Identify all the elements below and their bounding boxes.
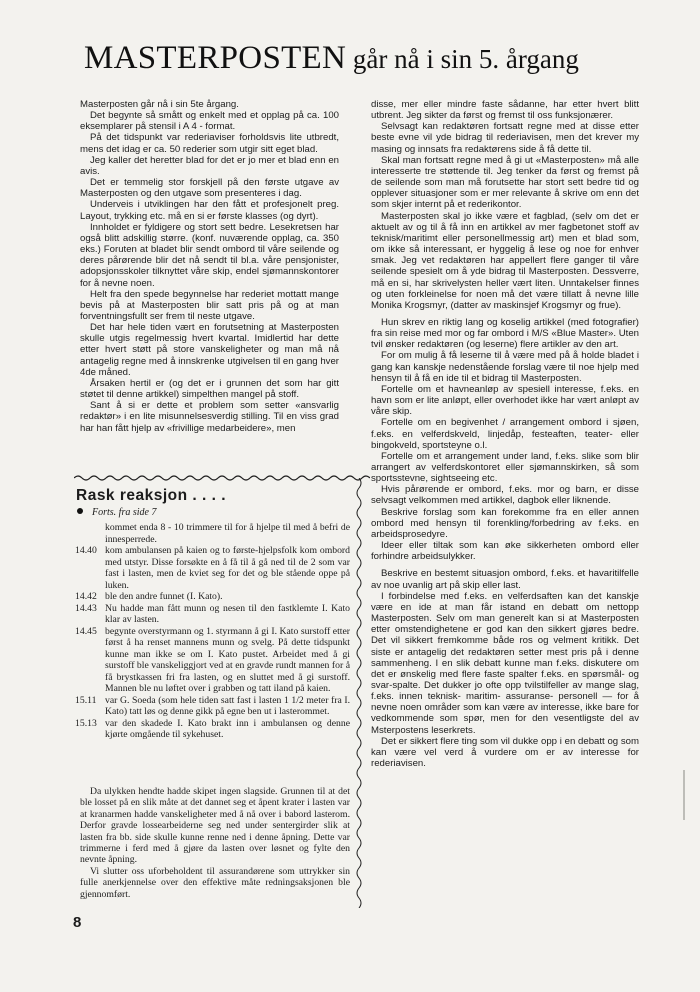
log-text: kommet enda 8 - 10 trimmere til for å hjelpe til med å befri de innesperrede. (105, 522, 350, 545)
right-paragraph: Selvsagt kan redaktøren fortsatt regne med at disse etter beste evne vil yde bidrag til rederiavisen, men det krever my masing og innsats fra redaktørens side å få dette til. (371, 121, 639, 155)
right-paragraph: disse, mer eller mindre faste sådanne, har etter hvert blitt utbrent. Jeg sikter da først og fremst til oss funksjonærer. (371, 99, 639, 122)
wavy-vertical-divider (354, 478, 364, 908)
log-text: var den skadede I. Kato brakt inn i ambulansen og denne kjørte omgående til sykehuset. (105, 717, 350, 740)
bullet-dot-icon (77, 508, 83, 514)
incident-story (80, 786, 350, 900)
right-paragraph: Hvis pårørende er ombord, f.eks. mor og barn, er disse selvsagt velkommen med artikkel, dagbok eller liknende. (371, 484, 639, 507)
wavy-divider (74, 473, 370, 483)
right-paragraph: Fortelle om en begivenhet / arrangement ombord i sjøen, f.eks. en velferdskveld, linjedåp, festeaften, teater- eller bingokveld, sportsteyne o.l. (371, 417, 639, 451)
log-text: begynte overstyrmann og 1. styrmann å gi I. Kato surstoff etter først å ha renset mannens munn og svelg. På dette tidspunkt kunne man ikke se om I. Kato pustet. Arbeidet med å gi surstoff ble vanskeliggjort ved at en gravde rundt mannen for å få brystkassen fri fra lasten, og en sluttet med å gi surstoff. Mannen ble nu løftet over i grabben og tatt iland på kaien. (105, 625, 350, 694)
story-paragraph: Vi slutter oss uforbeholdent til assurandørene som uttrykker sin fulle anerkjennelse over den effektive måte redningsaksjonen ble gjennomført. (80, 865, 350, 900)
incident-log (75, 522, 350, 741)
log-row (75, 626, 350, 695)
left-paragraph: Innholdet er fyldigere og stort sett bedre. Lesekretsen har også blitt adskillig større. (konf. nuværende opplag, ca. 350 eks.) Foruten at bladet blir sendt ombord til våre seilende og deres pårørende blir det nå sendt til bl.a. våre pensjonister, adopsjonsskoler tilknyttet våre skip, endel sjømannskontorer for å nevne noen. (80, 221, 339, 289)
log-time: 14.43 (75, 602, 97, 614)
right-paragraph: Beskrive forslag som kan forekomme fra en eller annen ombord med hensyn til forenkling/forbedring av f.eks. en arbeidsprosedyre. (371, 506, 639, 540)
left-paragraph: Årsaken hertil er (og det er i grunnen det som har gitt støtet til denne artikkel) simpelthen mangel på stoff. (80, 377, 339, 401)
log-time: 15.11 (75, 694, 97, 706)
log-row (75, 695, 350, 718)
left-paragraph: På det tidspunkt var rederiaviser forholdsvis lite utbredt, mens det idag er ca. 50 rederier som utgir sitt eget blad. (80, 132, 339, 155)
left-paragraph: Underveis i utviklingen har den fått et profesjonelt preg. Layout, trykking etc. må en si er første klasses (og dyrt). (80, 199, 339, 222)
left-paragraph: Masterposten går nå i sin 5te årgang. (80, 99, 239, 110)
continued-note (77, 507, 156, 518)
log-time (75, 522, 105, 545)
headline-main: MASTERPOSTEN (84, 40, 347, 76)
log-row (75, 591, 350, 603)
story-paragraph: Da ulykken hendte hadde skipet ingen slagside. Grunnen til at det ble losset på en slik måte at det dannet seg et åpent krater i lasten var at kranarmen hadde vanskeligheter med å nå over i babord lasterom. Derfor gravde lossearbeiderne seg ned under sentergirder slik at lasten fra bb. side skulle kunne renne ned i denne åpning. Dette var trimmerne i ferd med å gjøre da lasten over løsnet og fylte den nevnte åpning. (80, 786, 350, 866)
right-paragraph: For om mulig å få leserne til å være med på å holde bladet i gang kan kanskje nedenstående forslag være til noe hjelp med hensyn til å få en ide til et bidrag til Masterposten. (371, 350, 639, 384)
log-row (75, 545, 350, 591)
log-time: 15.13 (75, 717, 97, 729)
page-number: 8 (73, 914, 82, 931)
right-paragraph: Fortelle om et arrangement under land, f.eks. slike som blir arrangert av velferdskontoret eller sjømannskirken, så som sportsstevne, sightseeing etc. (371, 450, 639, 485)
log-text: ble den andre funnet (I. Kato). (105, 591, 223, 602)
log-text: kom ambulansen på kaien og to første-hjelpsfolk kom ombord med utstyr. Disse forsøkte en å få til å gå ned til de 2 som var fast i lasten, men de kviet seg for det og ble stående oppe på luken. (105, 545, 350, 591)
left-paragraph: Helt fra den spede begynnelse har rederiet mottatt mange bevis på at Masterposten blir satt pris på og at man forventningsfullt ser frem til neste utgave. (80, 288, 339, 322)
headline-rest: går nå i sin 5. årgang (346, 44, 579, 74)
scan-edge-mark (683, 770, 685, 820)
right-paragraph: Det er sikkert flere ting som vil dukke opp i en debatt og som kan være vel verd å vurdere om er av interesse for rederiavisen. (371, 735, 639, 770)
left-paragraph: Det har hele tiden vært en forutsetning at Masterposten skulle utgis regelmessig hvert kvartal. Imidlertid har dette etter hvert støtt på store vanskeligheter og man må nå antagelig regne med å innskrenke utgivelsen til en gang hver 4de måned. (80, 322, 339, 378)
right-paragraph: Ideer eller tiltak som kan øke sikkerheten ombord eller forhindre arbeidsulykker. (371, 540, 639, 563)
right-paragraph: Skal man fortsatt regne med å gi ut «Masterposten» må alle interesserte tre støttende til. Jeg tenker da først og fremst på de seilende som man må forutsette har stort sett bedre tid og opplever situasjoner som er mer relevante å skrive om enn det som skjer internt på et rederikontor. (371, 154, 639, 211)
log-time: 14.45 (75, 625, 97, 637)
right-paragraph: Hun skrev en riktig lang og koselig artikkel (med fotografier) fra sin reise med mor og far ombord i M/S «Blue Master». Uten tvil ønsker redaktøren (og leserne) flere artikler av den art. (371, 316, 639, 351)
right-paragraph: I forbindelse med f.eks. en velferdsaften kan det kanskje være en ide at man får istand en debatt om nettopp Masterposten. Selv om man generelt kan si at Masterposten etter omstendighetene er god kan den sikkert gjøres bedre. Det vil sikkert fremkomme både ros og velment kritikk. Det siste er antagelig det redaktøren setter mest pris på i denne sammenheng. I en slik debatt kunne man f.eks. diskutere om det er ønskelig med flere faste spalter f.eks. en spørsmål- og svar-spalte. Det dukker jo ofte opp tvilstilfeller av mange slag, f.eks. innen teknisk- maritim- assuranse- personell — for å nevne noen områder som kan være av interesse, ikke bare for vedkommende som spør, men for den vesentligste del av Msterpostens leserkrets. (371, 590, 639, 736)
log-time: 14.40 (75, 545, 97, 556)
left-paragraph: Det er temmelig stor forskjell på den første utgave av Masterposten og den utgave som presenteres i dag. (80, 177, 339, 200)
log-text: var G. Soeda (som hele tiden satt fast i lasten 1 1/2 meter fra I. Kato) tatt løs og denne gikk på egne ben ut i lasterommet. (105, 694, 350, 717)
headline (84, 42, 644, 75)
continued-text: Forts. fra side 7 (92, 507, 157, 518)
right-column-article (371, 99, 639, 899)
rask-reaksjon-title: Rask reaksjon . . . . (76, 487, 227, 504)
right-paragraph: Masterposten skal jo ikke være et fagblad, (selv om det er aktuelt av og til å få inn en artikkel av mer fagbetonet stoff av teknisk/maritimt eller personellmessig art) men et blad som, om ikke så interessant, er hyggelig å lese og noe for enhver smak. Jeg vet redaktøren har appellert flere ganger til våre seilende spesielt om å yde bidrag til Masterposten. Dessverre, må en si, har skrivelysten heller vært liten. Unntakelser finnes og uten forkleinelse for noen må det være tillatt å nevne lille Monika Krogsmyr, (datter av maskinsjef Krogsmyr og frue). (371, 210, 639, 311)
left-paragraph: Sant å si er dette et problem som setter «ansvarlig redaktør» i en lite misunnelsesverdig stilling. Til en viss grad har han fått hjelp av «frivillige medarbeidere», men (80, 400, 339, 434)
right-paragraph: Fortelle om et havneanløp av spesiell interesse, f.eks. en havn som er lite anløpt, eller overhodet ikke har vært anløpt av våre skip. (371, 383, 639, 418)
left-paragraph: Jeg kaller det heretter blad for det er jo mer et blad enn en avis. (80, 154, 339, 177)
log-row (75, 522, 350, 545)
log-text: Nu hadde man fått munn og nesen til den fastklemte I. Kato klar av lasten. (105, 602, 350, 625)
left-column-article (80, 99, 339, 469)
log-row (75, 603, 350, 626)
left-paragraph: Det begynte så smått og enkelt med et opplag på ca. 100 eksemplarer på stensil i A 4 - format. (80, 110, 339, 133)
log-time: 14.42 (75, 591, 97, 602)
log-row (75, 718, 350, 741)
right-paragraph: Beskrive en bestemt situasjon ombord, f.eks. et havaritilfelle av noe uvanlig art på skip eller last. (371, 568, 639, 591)
